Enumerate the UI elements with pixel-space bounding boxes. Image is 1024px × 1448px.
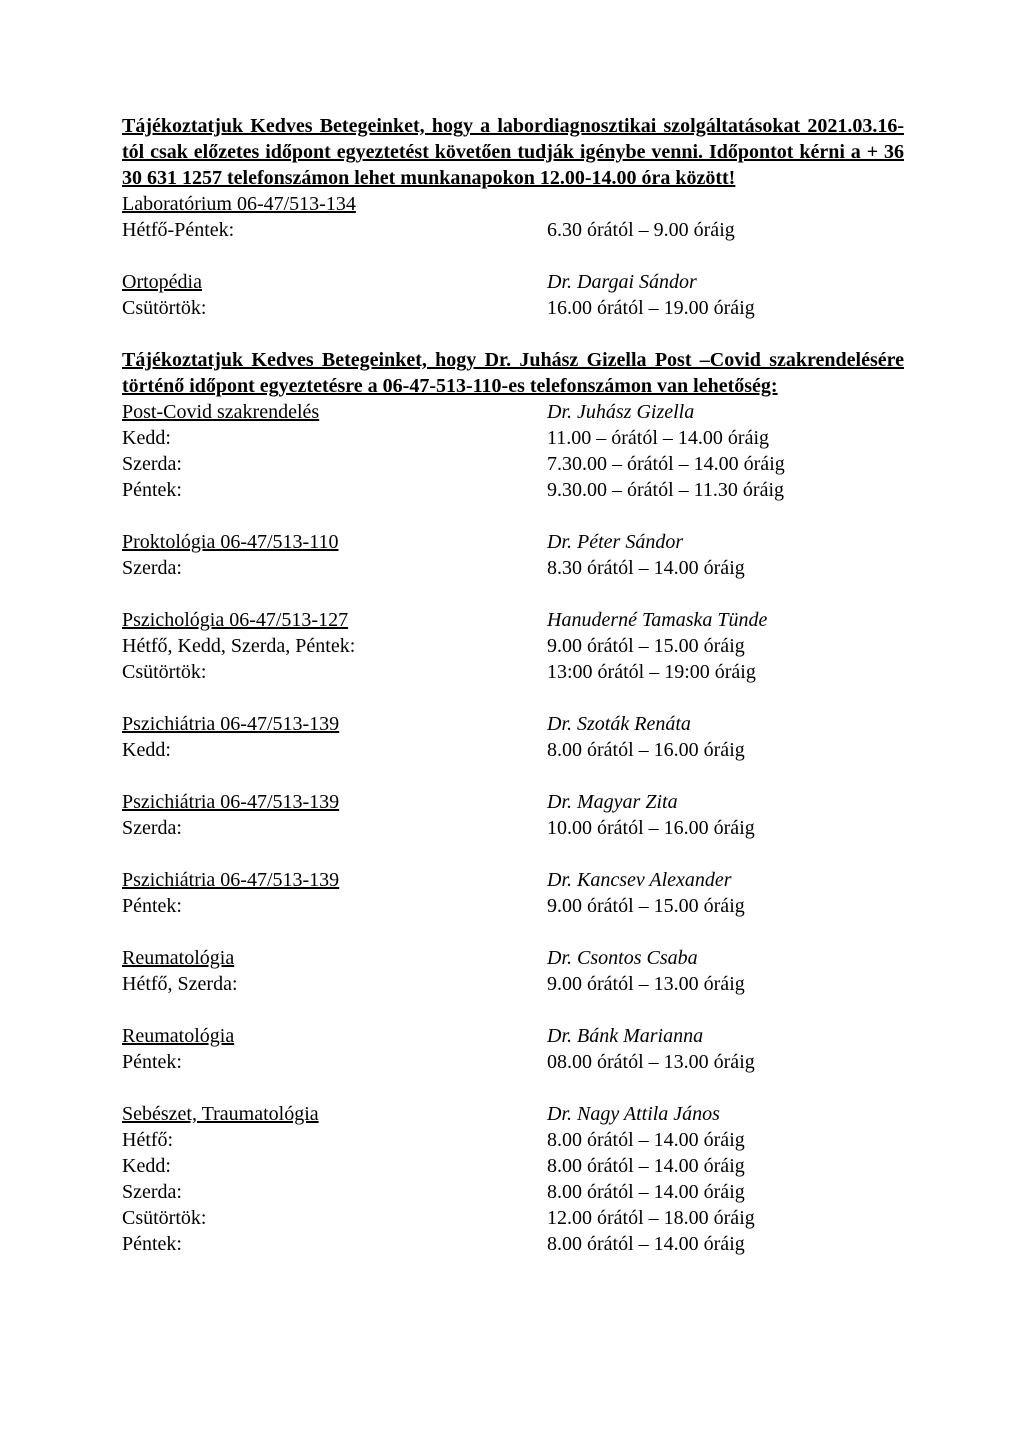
department-title: Pszichiátria 06-47/513-139 <box>122 791 340 813</box>
section-header-row <box>122 789 904 815</box>
department-title: Proktológia 06-47/513-110 <box>122 531 339 553</box>
doctor-name: Dr. Szoták Renáta <box>547 713 691 735</box>
doctor-name: Dr. Magyar Zita <box>547 791 678 813</box>
day-label: Szerda: <box>122 1181 182 1203</box>
schedule-row <box>122 1231 904 1257</box>
day-label: Szerda: <box>122 817 182 839</box>
time-value: 13:00 órától – 19:00 óráig <box>547 661 756 683</box>
notice-paragraph: Tájékoztatjuk Kedves Betegeinket, hogy a labordiagnosztikai szolgáltatásokat 2021.03.16-tól csak előzetes időpont egyeztetést követően tudják igénybe venni. Időpontot kérni a + 36 30 631 1257 telefonszámon lehet munkanapokon 12.00-14.00 óra között! <box>122 115 904 189</box>
time-value: 8.00 órától – 14.00 óráig <box>547 1129 745 1151</box>
time-value: 7.30.00 – órától – 14.00 óráig <box>547 453 785 475</box>
time-value: 11.00 – órától – 14.00 óráig <box>547 427 770 449</box>
doctor-name: Dr. Juhász Gizella <box>547 401 695 423</box>
section-header-row <box>122 529 904 555</box>
department-title: Pszichológia 06-47/513-127 <box>122 609 349 631</box>
schedule-row <box>122 815 904 841</box>
schedule-row <box>122 477 904 503</box>
time-value: 16.00 órától – 19.00 óráig <box>547 297 755 319</box>
time-value: 9.00 órától – 13.00 óráig <box>547 973 745 995</box>
section-header-row <box>122 945 904 971</box>
schedule-row <box>122 295 904 321</box>
day-label: Kedd: <box>122 1155 171 1177</box>
day-label: Hétfő: <box>122 1129 174 1151</box>
department-section <box>122 399 904 503</box>
department-title: Pszichiátria 06-47/513-139 <box>122 713 340 735</box>
day-label: Hétfő-Péntek: <box>122 219 235 241</box>
day-label: Szerda: <box>122 557 182 579</box>
section-header-row <box>122 867 904 893</box>
department-section <box>122 191 904 243</box>
schedule-row <box>122 971 904 997</box>
department-section <box>122 945 904 997</box>
time-value: 8.00 órától – 16.00 óráig <box>547 739 745 761</box>
schedule-row <box>122 737 904 763</box>
schedule-row <box>122 1179 904 1205</box>
department-section <box>122 607 904 685</box>
notice-paragraph: Tájékoztatjuk Kedves Betegeinket, hogy Dr. Juhász Gizella Post –Covid szakrendelésére történő időpont egyeztetésre a 06-47-513-110-es telefonszámon van lehetőség: <box>122 349 904 397</box>
section-header-row <box>122 711 904 737</box>
day-label: Kedd: <box>122 739 171 761</box>
department-section <box>122 867 904 919</box>
day-label: Hétfő, Szerda: <box>122 973 238 995</box>
time-value: 9.00 órától – 15.00 óráig <box>547 635 745 657</box>
time-value: 9.00 órától – 15.00 óráig <box>547 895 745 917</box>
doctor-name: Dr. Dargai Sándor <box>547 271 697 293</box>
department-section <box>122 269 904 321</box>
day-label: Kedd: <box>122 427 171 449</box>
section-header-row <box>122 191 904 217</box>
schedule-row <box>122 659 904 685</box>
doctor-name: Dr. Kancsev Alexander <box>547 869 732 891</box>
section-header-row <box>122 269 904 295</box>
doctor-name: Dr. Nagy Attila János <box>547 1103 720 1125</box>
schedule-row <box>122 217 904 243</box>
schedule-row <box>122 893 904 919</box>
section-header-row <box>122 1023 904 1049</box>
section-header-row <box>122 399 904 425</box>
day-label: Hétfő, Kedd, Szerda, Péntek: <box>122 635 356 657</box>
time-value: 8.30 órától – 14.00 óráig <box>547 557 745 579</box>
time-value: 6.30 órától – 9.00 óráig <box>547 219 735 241</box>
time-value: 08.00 órától – 13.00 óráig <box>547 1051 755 1073</box>
section-header-row <box>122 607 904 633</box>
document-content <box>122 113 904 1257</box>
schedule-row <box>122 1205 904 1231</box>
day-label: Péntek: <box>122 1233 182 1255</box>
time-value: 8.00 órától – 14.00 óráig <box>547 1233 745 1255</box>
section-header-row <box>122 1101 904 1127</box>
day-label: Péntek: <box>122 479 182 501</box>
time-value: 12.00 órától – 18.00 óráig <box>547 1207 755 1229</box>
time-value: 9.30.00 – órától – 11.30 óráig <box>547 479 785 501</box>
doctor-name: Hanuderné Tamaska Tünde <box>547 609 768 631</box>
day-label: Péntek: <box>122 895 182 917</box>
department-title: Post-Covid szakrendelés <box>122 401 320 423</box>
schedule-row <box>122 633 904 659</box>
department-title: Reumatológia <box>122 1025 235 1047</box>
doctor-name: Dr. Bánk Marianna <box>547 1025 704 1047</box>
time-value: 8.00 órától – 14.00 óráig <box>547 1181 745 1203</box>
day-label: Csütörtök: <box>122 1207 207 1229</box>
department-section <box>122 529 904 581</box>
department-title: Ortopédia <box>122 271 202 293</box>
day-label: Szerda: <box>122 453 182 475</box>
department-section <box>122 1023 904 1075</box>
day-label: Csütörtök: <box>122 661 207 683</box>
day-label: Csütörtök: <box>122 297 207 319</box>
schedule-row <box>122 1153 904 1179</box>
schedule-row <box>122 425 904 451</box>
department-section <box>122 1101 904 1257</box>
schedule-row <box>122 1049 904 1075</box>
department-section <box>122 789 904 841</box>
schedule-row <box>122 555 904 581</box>
schedule-row <box>122 1127 904 1153</box>
department-title: Sebészet, Traumatológia <box>122 1103 319 1125</box>
department-title: Reumatológia <box>122 947 235 969</box>
department-title: Laboratórium 06-47/513-134 <box>122 193 356 215</box>
time-value: 8.00 órától – 14.00 óráig <box>547 1155 745 1177</box>
department-title: Pszichiátria 06-47/513-139 <box>122 869 340 891</box>
doctor-name: Dr. Péter Sándor <box>547 531 684 553</box>
day-label: Péntek: <box>122 1051 182 1073</box>
doctor-name: Dr. Csontos Csaba <box>547 947 698 969</box>
schedule-row <box>122 451 904 477</box>
time-value: 10.00 órától – 16.00 óráig <box>547 817 755 839</box>
department-section <box>122 711 904 763</box>
